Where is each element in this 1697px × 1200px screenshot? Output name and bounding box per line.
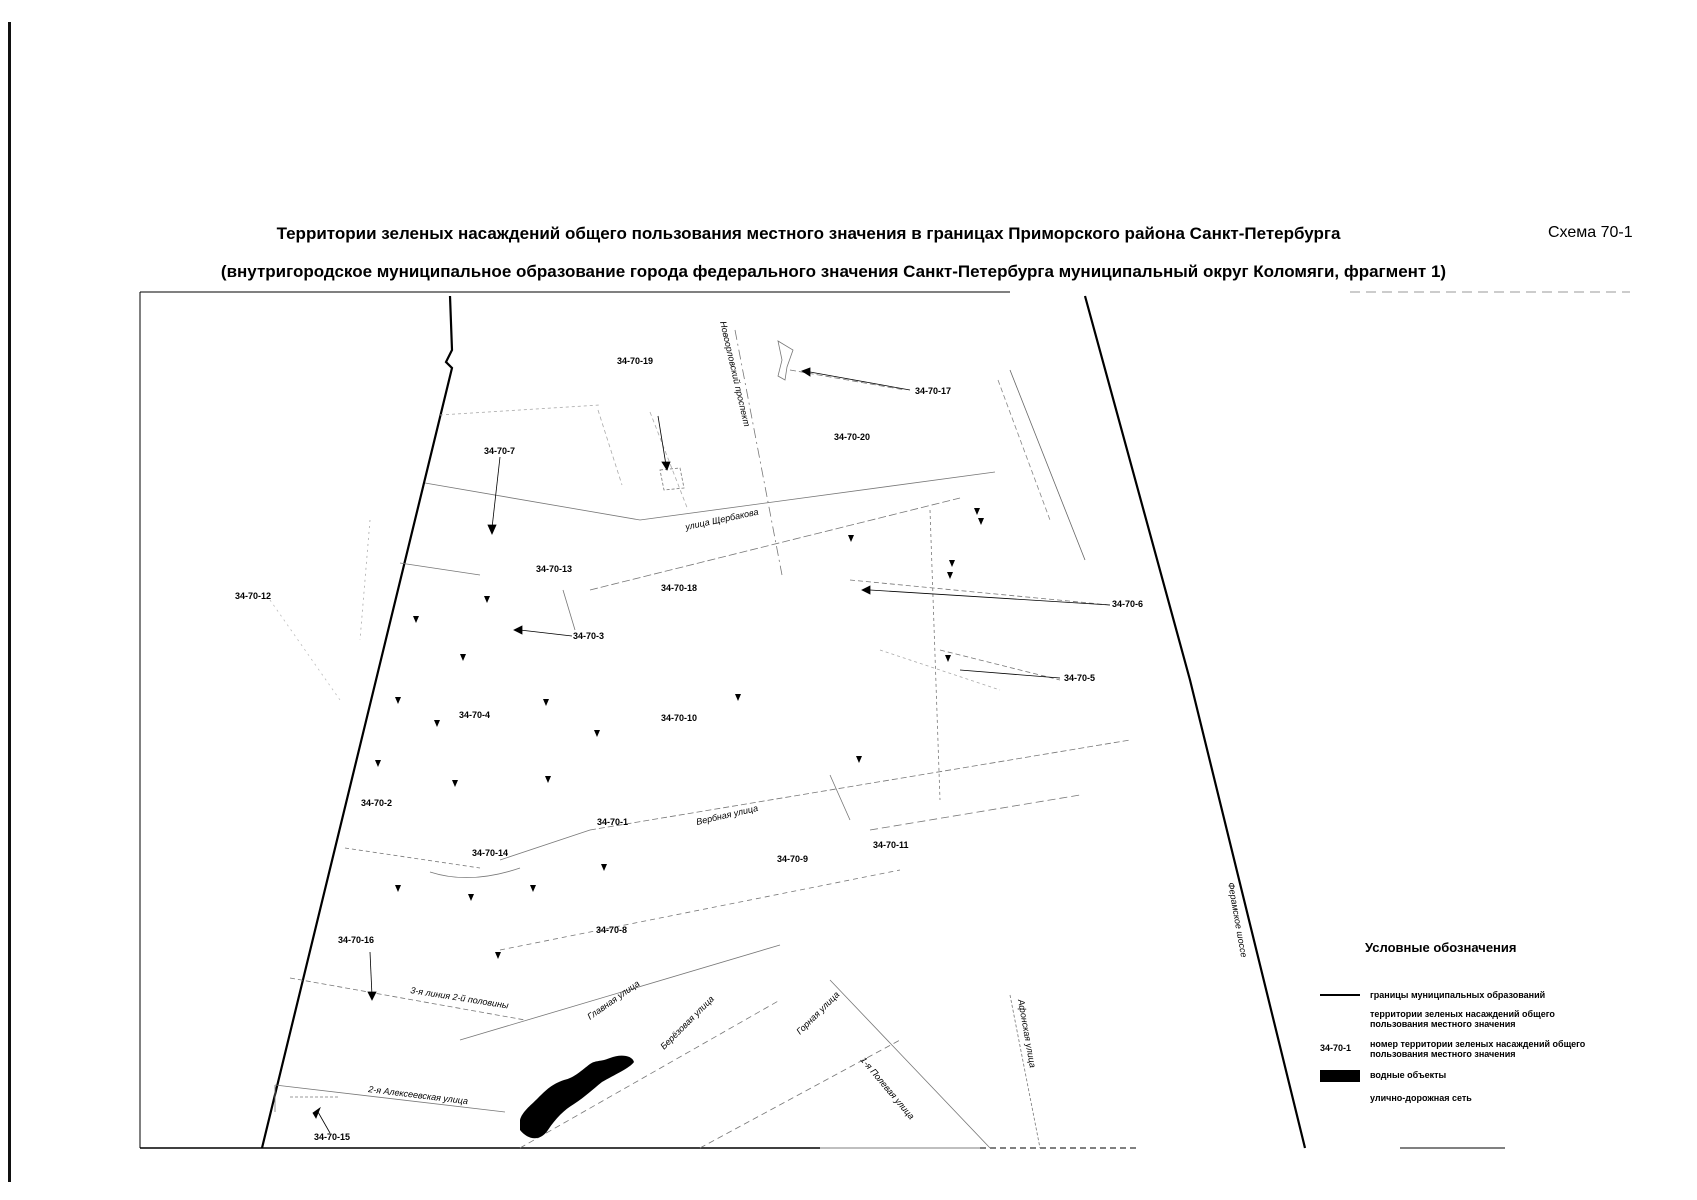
territory-label[interactable]: 34-70-12 bbox=[235, 591, 272, 601]
territory-markers bbox=[375, 508, 984, 959]
territory-label[interactable]: 34-70-16 bbox=[338, 935, 375, 945]
arrow-head bbox=[514, 626, 522, 634]
map-subtitle: (внутригородское муниципальное образование города федерального значения Санкт-Петербурга муниципальный округ Коломяги, фрагмент 1) bbox=[220, 262, 1447, 281]
scheme-number: Схема 70-1 bbox=[1548, 224, 1633, 241]
territory-label[interactable]: 34-70-10 bbox=[661, 713, 698, 723]
road bbox=[345, 848, 480, 868]
territory-label[interactable]: 34-70-5 bbox=[1064, 673, 1096, 683]
leader-arrows bbox=[313, 368, 1110, 1133]
territory-label[interactable]: 34-70-9 bbox=[777, 854, 809, 864]
road bbox=[650, 412, 688, 510]
road bbox=[270, 600, 340, 700]
territory-label[interactable]: 34-70-14 bbox=[472, 848, 509, 858]
arrow-head bbox=[368, 992, 376, 1000]
leader-34-70-6 bbox=[870, 590, 1110, 605]
marker bbox=[545, 776, 551, 783]
street-label: Новоорловский проспект bbox=[718, 320, 753, 428]
water-body bbox=[520, 1056, 634, 1139]
street-label: Берёзовая улица bbox=[658, 993, 716, 1052]
legend-title: Условные обозначения bbox=[1365, 940, 1517, 955]
arrow-head bbox=[862, 586, 870, 594]
road bbox=[1010, 370, 1085, 560]
marker bbox=[395, 697, 401, 704]
marker bbox=[594, 730, 600, 737]
marker bbox=[413, 616, 419, 623]
road bbox=[880, 650, 1000, 690]
marker bbox=[495, 952, 501, 959]
road bbox=[520, 1000, 780, 1148]
marker bbox=[945, 655, 951, 662]
marker bbox=[974, 508, 980, 515]
road bbox=[500, 830, 590, 860]
water-symbol bbox=[1320, 1070, 1360, 1082]
territory-number-symbol: 34-70-1 bbox=[1320, 1043, 1352, 1053]
marker bbox=[434, 720, 440, 727]
marker bbox=[735, 694, 741, 701]
leader-34-70-15 bbox=[318, 1112, 330, 1133]
leader-34-70-16 bbox=[370, 952, 372, 996]
marker bbox=[460, 654, 466, 661]
territory-label[interactable]: 34-70-20 bbox=[834, 432, 871, 442]
map-title: Территории зеленых насаждений общего пользования местного значения в границах Приморского района Санкт-Петербурга bbox=[276, 224, 1341, 243]
road-verbnaya bbox=[590, 740, 1130, 830]
road bbox=[598, 410, 622, 485]
marker bbox=[484, 596, 490, 603]
leader-34-70-17 bbox=[810, 372, 910, 390]
road-shcherbakova bbox=[590, 498, 960, 590]
road bbox=[400, 563, 480, 575]
boundary-line-symbol bbox=[1320, 994, 1360, 996]
territory-label[interactable]: 34-70-7 bbox=[484, 446, 516, 456]
parcel-outline bbox=[660, 468, 684, 490]
territory-label[interactable]: 34-70-11 bbox=[873, 840, 909, 850]
marker bbox=[848, 535, 854, 542]
road bbox=[500, 870, 900, 950]
marker bbox=[947, 572, 953, 579]
territory-label[interactable]: 34-70-1 bbox=[597, 817, 629, 827]
street-label: Вербная улица bbox=[695, 803, 759, 827]
leader-34-70-3 bbox=[520, 630, 572, 636]
road bbox=[640, 472, 995, 520]
parcel-outline bbox=[778, 341, 793, 380]
road bbox=[930, 510, 940, 800]
road bbox=[360, 520, 370, 640]
marker bbox=[468, 894, 474, 901]
territory-label[interactable]: 34-70-19 bbox=[617, 356, 654, 366]
legend-text: территории зеленых насаждений общего пользования местного значения bbox=[1370, 1009, 1555, 1029]
street-label: улица Щербакова bbox=[684, 506, 760, 532]
territory-label[interactable]: 34-70-2 bbox=[361, 798, 393, 808]
leader-34-70-7 bbox=[492, 457, 500, 528]
territory-label[interactable]: 34-70-3 bbox=[573, 631, 605, 641]
territory-label[interactable]: 34-70-6 bbox=[1112, 599, 1144, 609]
municipal-boundaries bbox=[262, 296, 1305, 1148]
green-territory-symbol bbox=[1320, 1009, 1360, 1019]
marker bbox=[375, 760, 381, 767]
marker bbox=[601, 864, 607, 871]
road bbox=[850, 580, 1110, 605]
leader-34-70-5 bbox=[960, 670, 1060, 678]
legend-text: границы муниципальных образований bbox=[1370, 990, 1546, 1000]
arrow-head bbox=[488, 525, 496, 534]
road bbox=[870, 795, 1080, 830]
territory-label[interactable]: 34-70-4 bbox=[459, 710, 491, 720]
road-arc bbox=[430, 868, 520, 878]
marker bbox=[452, 780, 458, 787]
leader-34-70-19 bbox=[658, 416, 666, 465]
road bbox=[830, 980, 990, 1148]
territory-label[interactable]: 34-70-18 bbox=[661, 583, 698, 593]
street-labels bbox=[367, 320, 1249, 1121]
street-label: Главная улица bbox=[585, 978, 642, 1022]
territory-label[interactable]: 34-70-8 bbox=[596, 925, 628, 935]
legend-text: номер территории зеленых насаждений общего пользования местного значения bbox=[1370, 1039, 1586, 1059]
marker bbox=[856, 756, 862, 763]
street-label: 2-я Алексеевская улица bbox=[367, 1084, 469, 1107]
street-label: Ферамское шоссе bbox=[1226, 881, 1250, 959]
street-label: 1-я Полевая улица bbox=[858, 1054, 917, 1122]
territory-label[interactable]: 34-70-17 bbox=[915, 386, 952, 396]
leader-34-70-13 bbox=[563, 590, 575, 630]
road bbox=[940, 650, 1060, 680]
legend-text: водные объекты bbox=[1370, 1070, 1447, 1080]
arrow-head bbox=[662, 462, 670, 470]
road-network bbox=[270, 330, 1130, 1148]
marker bbox=[530, 885, 536, 892]
road bbox=[830, 775, 850, 820]
street-label: Горная улица bbox=[794, 989, 842, 1037]
marker bbox=[949, 560, 955, 567]
marker bbox=[395, 885, 401, 892]
road-novoorlovsky bbox=[735, 330, 782, 575]
road bbox=[998, 380, 1050, 520]
marker bbox=[543, 699, 549, 706]
street-label: 3-я линия 2-й половины bbox=[409, 985, 510, 1011]
boundary-east bbox=[1085, 296, 1305, 1148]
boundary-west bbox=[262, 296, 452, 1148]
road bbox=[425, 483, 640, 520]
territory-label[interactable]: 34-70-13 bbox=[536, 564, 573, 574]
marker bbox=[978, 518, 984, 525]
arrow-head bbox=[802, 368, 810, 376]
road bbox=[700, 1040, 900, 1148]
road bbox=[440, 405, 600, 415]
street-label: Афонская улица bbox=[1016, 998, 1038, 1069]
territory-label[interactable]: 34-70-15 bbox=[314, 1132, 351, 1142]
legend-text: улично-дорожная сеть bbox=[1370, 1093, 1472, 1103]
